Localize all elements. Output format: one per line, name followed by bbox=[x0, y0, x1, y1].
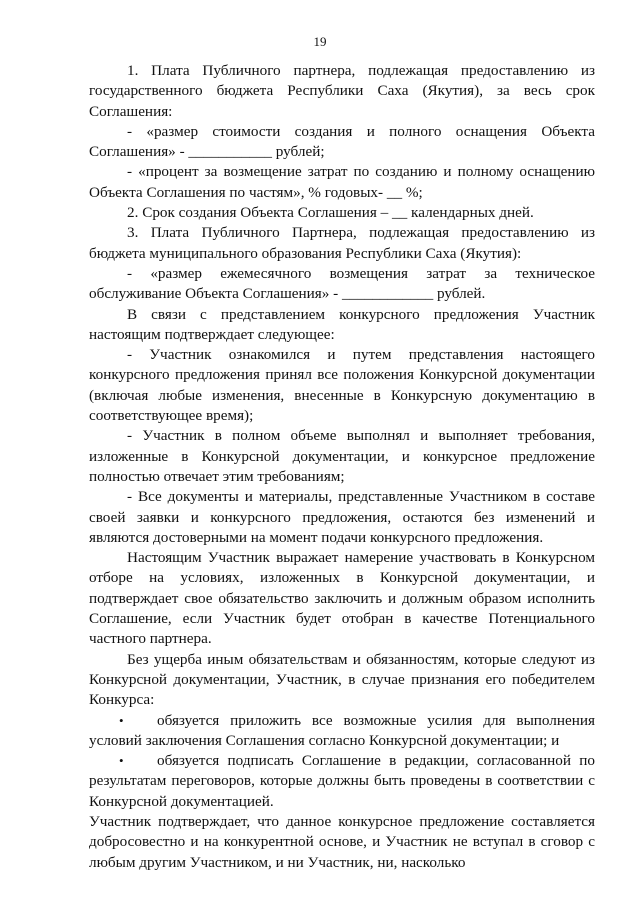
confirmation-item-2: - Участник в полном объеме выполнял и выполняет требования, изложенные в Конкурсной документации, и конкурсное предложение полностью отвечает этим требованиям; bbox=[89, 427, 595, 485]
closing-paragraph: Участник подтверждает, что данное конкурсное предложение составляется добросовестно и на конкурентной основе, и Участник не вступал в сговор с любым другим Участником, и ни Участник, ни, насколько bbox=[89, 812, 595, 871]
payment-clause-1: 1. Плата Публичного партнера, подлежащая предоставлению из государственного бюджета Республики Саха (Якутия), за весь срок Соглашения: bbox=[89, 62, 595, 120]
creation-cost-item: - «размер стоимости создания и полного оснащения Объекта Соглашения» - ___________ рублей; bbox=[89, 122, 595, 161]
confirmation-item-3: - Все документы и материалы, представленные Участником в составе своей заявки и конкурсного предложения, остаются без изменений и являются достоверными на момент подачи конкурсного предложения. bbox=[89, 488, 595, 546]
reimbursement-percent-item: - «процент за возмещение затрат по созданию и полному оснащению Объекта Соглашения по частям», % годовых- __ %; bbox=[89, 163, 595, 201]
obligations-intro: Без ущерба иным обязательствам и обязанностям, которые следуют из Конкурсной документации, Участник, в случае признания его победителем Конкурса: bbox=[89, 650, 595, 709]
bullet-text: подписать Соглашение в редакции, согласованной по результатам переговоров, которые должны быть проведены в соответствии с Конкурсной документацией. bbox=[89, 752, 595, 810]
bullet-marker: • bbox=[119, 753, 124, 769]
bullet-marker: • bbox=[119, 712, 124, 728]
bullet-lead: обязуется bbox=[157, 711, 220, 729]
creation-term-clause: 2. Срок создания Объекта Соглашения – __ календарных дней. bbox=[127, 204, 534, 222]
confirmation-intro: В связи с представлением конкурсного предложения Участник настоящим подтверждает следующее: bbox=[89, 305, 595, 343]
document-body bbox=[89, 61, 595, 873]
payment-clause-3: 3. Плата Публичного Партнера, подлежащая предоставлению из бюджета муниципального образования Республики Саха (Якутия): bbox=[89, 224, 595, 262]
page-number: 19 bbox=[313, 34, 327, 49]
maintenance-cost-item: - «размер ежемесячного возмещения затрат за техническое обслуживание Объекта Соглашения» - ____________ рублей. bbox=[89, 264, 595, 303]
bullet-lead: обязуется bbox=[157, 752, 220, 770]
intent-paragraph: Настоящим Участник выражает намерение участвовать в Конкурсном отборе на условиях, изложенных в Конкурсной документации, и подтверждает свое обязательство заключить и должным образом исполнить Соглашение, если Участник будет отобран в качестве Потенциального частного партнера. bbox=[89, 549, 595, 648]
confirmation-item-1: - Участник ознакомился и путем представления настоящего конкурсного предложения принял все положения Конкурсной документации (включая любые изменения, внесенные в Конкурсную документацию в соответствующее время); bbox=[89, 346, 595, 425]
bullet-text: приложить все возможные усилия для выполнения условий заключения Соглашения согласно Конкурсной документации; и bbox=[89, 711, 595, 749]
bullet-item bbox=[89, 751, 595, 812]
bullet-item bbox=[89, 711, 595, 752]
